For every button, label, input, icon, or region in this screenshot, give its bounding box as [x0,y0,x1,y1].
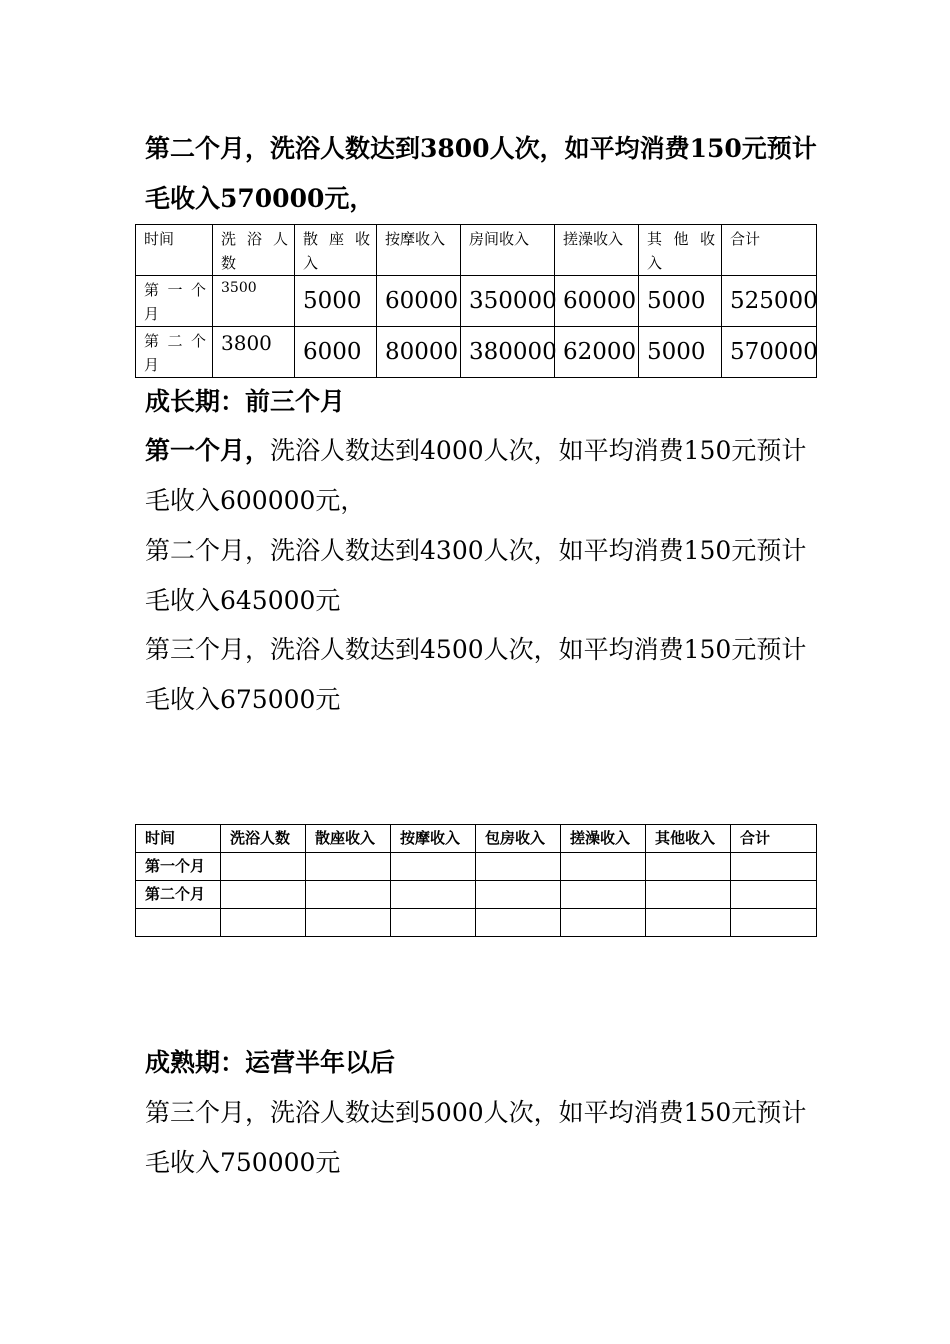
mature-heading: 成熟期：运营半年以后 [145,1048,396,1077]
row-label-line-1: 第 一 个 [144,281,206,299]
header-seat-income: 散座收入 [306,825,391,853]
table-header-row [136,825,817,853]
empty-cell [306,909,391,937]
cell-seat: 5000 [295,276,377,327]
empty-cell [391,881,476,909]
header-scrub-income: 搓澡收入 [555,225,639,276]
cell-scrub: 60000 [555,276,639,327]
row-label-line-2: 月 [144,305,160,323]
cell-massage: 80000 [377,327,461,378]
cell-total: 525000 [722,276,817,327]
growth-month-3-line-2: 毛收入675000元 [145,685,341,714]
cell-other: 5000 [639,276,722,327]
cell-total: 570000 [722,327,817,378]
header-total: 合计 [731,825,817,853]
empty-cell [561,881,646,909]
table-row [136,909,817,937]
cell-seat: 6000 [295,327,377,378]
row-label-month-2 [136,327,213,378]
empty-cell [476,853,561,881]
mature-line-2: 毛收入750000元 [145,1148,341,1177]
table-row [136,853,817,881]
table-row [136,327,817,378]
growth-month-1-lead: 第一个月， [145,436,271,465]
header-bath-line-1: 洗 浴 人 [221,230,288,248]
empty-cell [221,909,306,937]
header-other-line-1: 其 他 收 [647,230,715,248]
empty-cell [561,853,646,881]
cell-room: 350000 [461,276,555,327]
table-row [136,881,817,909]
growth-month-1-line-1 [145,436,806,466]
header-time: 时间 [136,225,213,276]
revenue-table-blank [135,824,817,937]
growth-month-2-line-1: 第二个月，洗浴人数达到4300人次，如平均消费150元预计 [145,536,807,565]
header-seat-income [295,225,377,276]
header-private-room-income: 包房收入 [476,825,561,853]
empty-cell [391,909,476,937]
header-other-line-2: 入 [647,254,663,272]
header-time: 时间 [136,825,221,853]
cell-room: 380000 [461,327,555,378]
row-label-month-1 [136,276,213,327]
growth-month-2-line-2: 毛收入645000元 [145,586,341,615]
empty-cell [391,853,476,881]
header-other-income: 其他收入 [646,825,731,853]
growth-month-1-line-2: 毛收入600000元， [145,486,366,515]
cell-scrub: 62000 [555,327,639,378]
header-bath-count [213,225,295,276]
table-header-row [136,225,817,276]
header-bath-count: 洗浴人数 [221,825,306,853]
intro-line-1: 第二个月，洗浴人数达到3800人次，如平均消费150元预计 [145,134,817,163]
empty-cell [306,881,391,909]
mature-line-1: 第三个月，洗浴人数达到5000人次，如平均消费150元预计 [145,1098,807,1127]
empty-cell [561,909,646,937]
empty-cell [221,881,306,909]
header-massage-income: 按摩收入 [377,225,461,276]
empty-cell [646,909,731,937]
row-label-line-2: 月 [144,356,160,374]
revenue-table-initial [135,224,817,378]
cell-massage: 60000 [377,276,461,327]
empty-cell [476,909,561,937]
header-bath-line-2: 数 [221,254,237,272]
header-seat-line-2: 入 [303,254,319,272]
empty-cell [731,881,817,909]
cell-bath: 3500 [213,276,295,327]
header-total: 合计 [722,225,817,276]
row-label: 第二个月 [136,881,221,909]
growth-month-3-line-1: 第三个月，洗浴人数达到4500人次，如平均消费150元预计 [145,635,807,664]
growth-heading: 成长期：前三个月 [145,387,346,416]
row-label: 第一个月 [136,853,221,881]
header-seat-line-1: 散 座 收 [303,230,370,248]
header-other-income [639,225,722,276]
table-row [136,276,817,327]
row-label-line-1: 第 二 个 [144,332,206,350]
header-massage-income: 按摩收入 [391,825,476,853]
empty-cell [221,853,306,881]
empty-cell [731,853,817,881]
intro-line-2: 毛收入570000元， [145,184,375,213]
empty-cell [731,909,817,937]
empty-cell [646,853,731,881]
cell-other: 5000 [639,327,722,378]
empty-cell [476,881,561,909]
empty-cell [306,853,391,881]
header-room-income: 房间收入 [461,225,555,276]
empty-cell [646,881,731,909]
cell-bath: 3800 [213,327,295,378]
row-label [136,909,221,937]
growth-month-1-rest: 洗浴人数达到4000人次，如平均消费150元预计 [270,436,807,465]
header-scrub-income: 搓澡收入 [561,825,646,853]
